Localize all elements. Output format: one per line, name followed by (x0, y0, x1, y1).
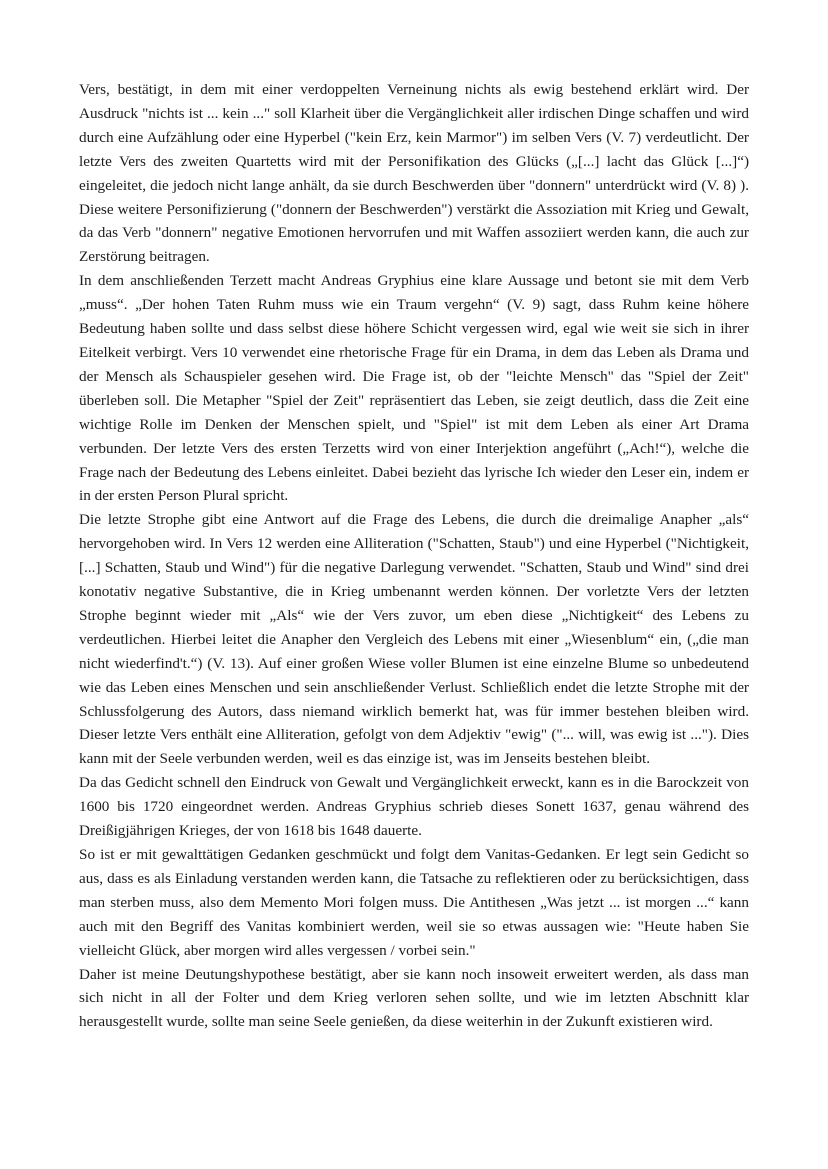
paragraph-vers-analysis: Vers, bestätigt, in dem mit einer verdoppelten Verneinung nichts als ewig bestehend erklärt wird. Der Ausdruck "nichts ist ... kein ..." soll Klarheit über die Vergänglichkeit aller irdischen Dinge schaffen und wird durch eine Aufzählung oder eine Hyperbel ("kein Erz, kein Marmor") im selben Vers (V. 7) verdeutlicht. Der letzte Vers des zweiten Quartetts wird mit der Personifikation des Glücks („[...] lacht das Glück [...]“) eingeleitet, die jedoch nicht lange anhält, da sie durch Beschwerden über "donnern" unterdrückt wird (V. 8) ). Diese weitere Personifizierung ("donnern der Beschwerden") verstärkt die Assoziation mit Krieg und Gewalt, da das Verb "donnern" negative Emotionen hervorrufen und mit Waffen assoziiert werden kann, die auch zur Zerstörung beitragen. (79, 81, 749, 266)
paragraph-epoch-context: Da das Gedicht schnell den Eindruck von Gewalt und Vergänglichkeit erweckt, kann es in die Barockzeit von 1600 bis 1720 eingeordnet werden. Andreas Gryphius schrieb dieses Sonett 1637, genau während des Dreißigjährigen Krieges, der von 1618 bis 1648 dauerte. (79, 774, 749, 840)
paragraph-vanitas: So ist er mit gewalttätigen Gedanken geschmückt und folgt dem Vanitas-Gedanken. Er legt sein Gedicht so aus, dass es als Einladung verstanden werden kann, die Tatsache zu reflektieren oder zu berücksichtigen, dass man sterben muss, also dem Memento Mori folgen muss. Die Antithesen „Was jetzt ... ist morgen ...“ kann auch mit den Begriff des Vanitas kombiniert werden, weil sie so etwas aussagen wie: "Heute haben Sie vielleicht Glück, aber morgen wird alles vergessen / vorbei sein." (79, 846, 749, 959)
document-page (79, 78, 749, 1034)
paragraph-conclusion: Daher ist meine Deutungshypothese bestätigt, aber sie kann noch insoweit erweitert werden, als dass man sich nicht in all der Folter und dem Krieg verloren sehen sollte, und wie im letzten Abschnitt klar herausgestellt wurde, sollte man seine Seele genießen, da diese weiterhin in der Zukunft existieren wird. (79, 965, 749, 1031)
paragraph-terzett-analysis: In dem anschließenden Terzett macht Andreas Gryphius eine klare Aussage und betont sie mit dem Verb „muss“. „Der hohen Taten Ruhm muss wie ein Traum vergehn“ (V. 9) sagt, dass Ruhm keine höhere Bedeutung haben sollte und dass selbst diese höhere Schicht vergessen wird, egal wie weit sie sich in ihrer Eitelkeit verbirgt. Vers 10 verwendet eine rhetorische Frage für ein Drama, in dem das Leben als Drama und der Mensch als Schauspieler gesehen wird. Die Frage ist, ob der "leichte Mensch" das "Spiel der Zeit" überleben soll. Die Metapher "Spiel der Zeit" repräsentiert das Leben, sie zeigt deutlich, dass die Zeit eine wichtige Rolle im Denken der Menschen spielt, und "Spiel" ist mit dem Leben als einer Art Drama verbunden. Der letzte Vers des ersten Terzetts wird von einer Interjektion angeführt („Ach!“), welche die Frage nach der Bedeutung des Lebens einleitet. Dabei bezieht das lyrische Ich wieder den Leser ein, indem er in der ersten Person Plural spricht. (79, 272, 749, 505)
paragraph-last-strophe-analysis: Die letzte Strophe gibt eine Antwort auf die Frage des Lebens, die durch die dreimalige Anapher „als“ hervorgehoben wird. In Vers 12 werden eine Alliteration ("Schatten, Staub") und eine Hyperbel ("Nichtigkeit, [...] Schatten, Staub und Wind") für die negative Darlegung verwendet. "Schatten, Staub und Wind" sind drei konotativ negative Substantive, die in Krieg umbenannt werden können. Der vorletzte Vers der letzten Strophe beginnt wieder mit „Als“ wie der Vers zuvor, um eben diese „Nichtigkeit“ des Lebens zu verdeutlichen. Hierbei leitet die Anapher den Vergleich des Lebens mit einer „Wiesenblum“ ein, („die man nicht wiederfind't.“) (V. 13). Auf einer großen Wiese voller Blumen ist eine einzelne Blume so unbedeutend wie das Leben eines Menschen und sein anschließender Verlust. Schließlich endet die letzte Strophe mit der Schlussfolgerung des Autors, dass niemand wirklich bemerkt hat, was für immer bestehen bleiben wird. Dieser letzte Vers enthält eine Alliteration, gefolgt von dem Adjektiv "ewig" ("... will, was ewig ist ..."). Dies kann mit der Seele verbunden werden, weil es das einzige ist, was im Jenseits bestehen bleibt. (79, 511, 749, 768)
